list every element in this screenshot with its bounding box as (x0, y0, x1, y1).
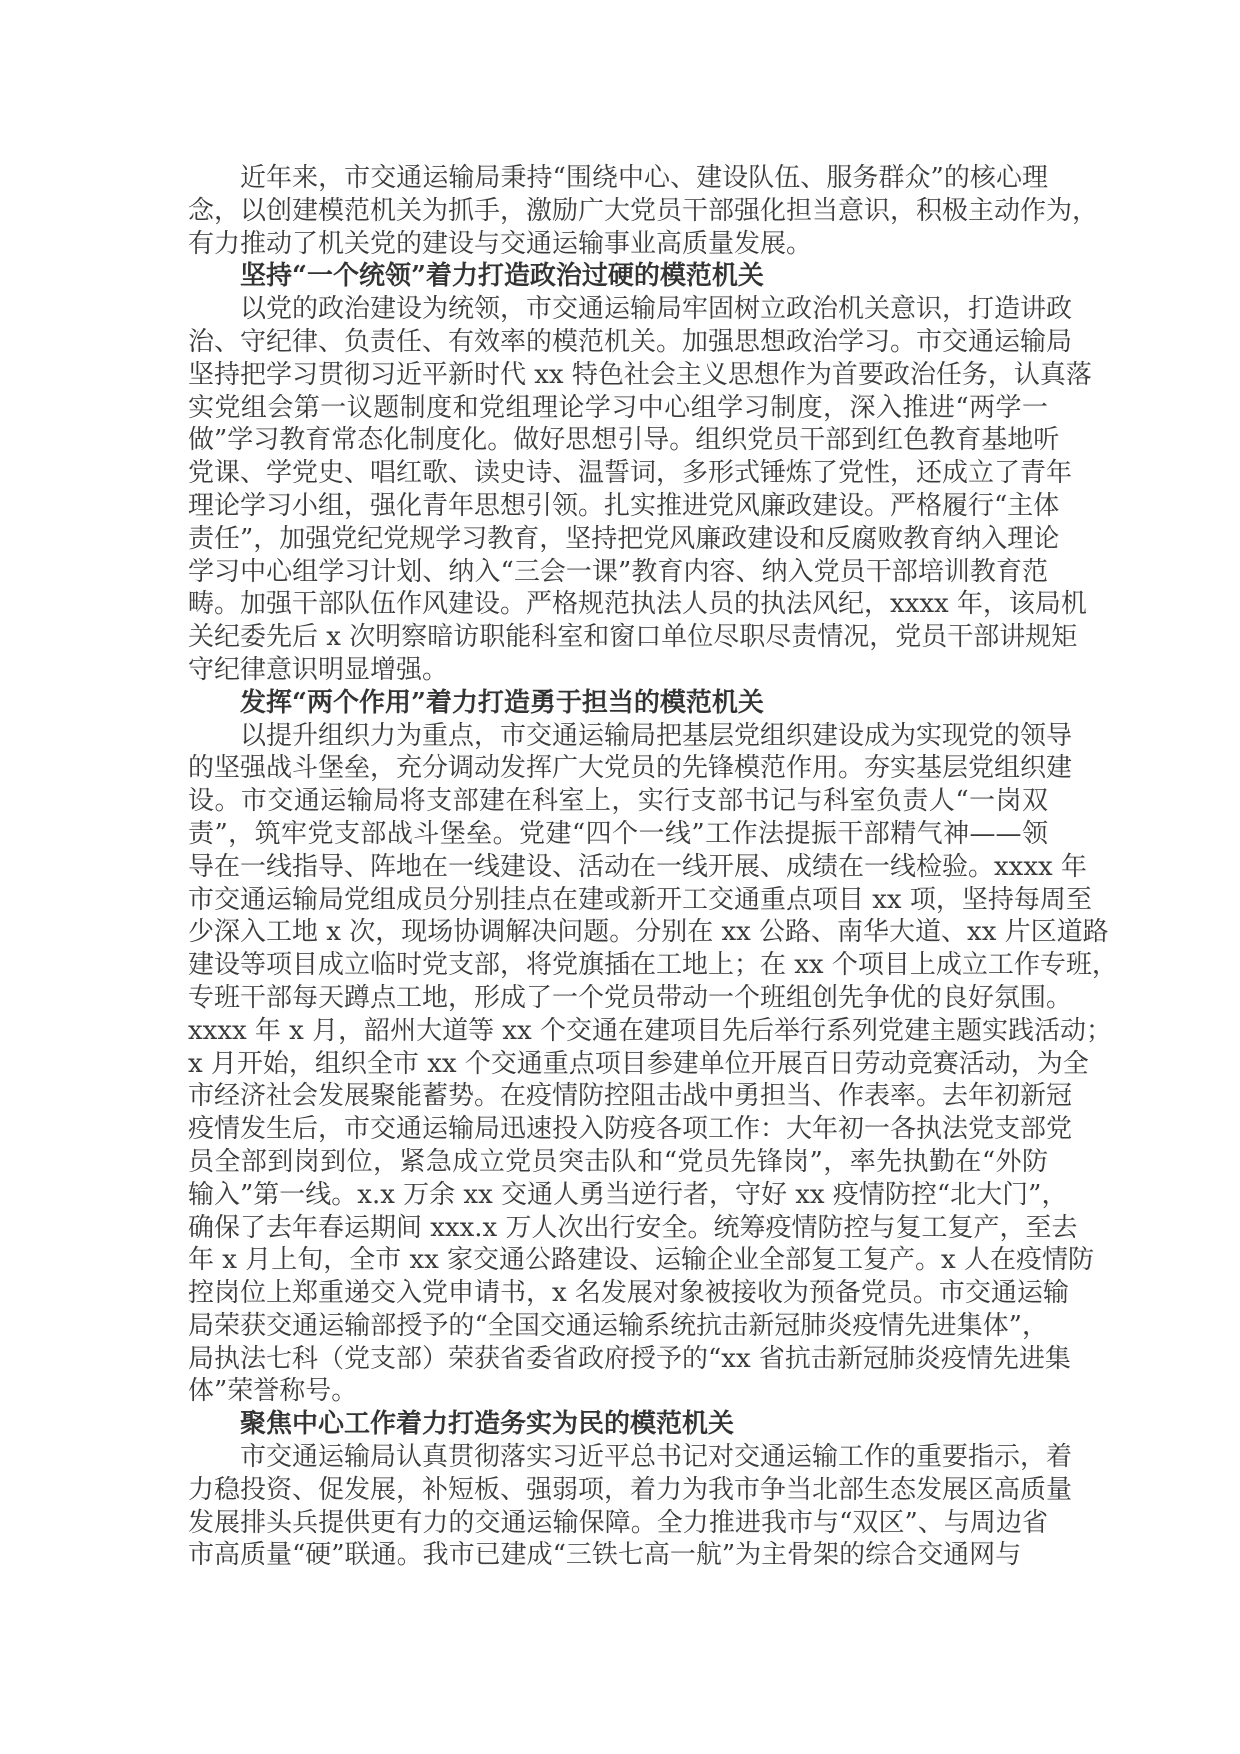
text-line: 市交通运输局党组成员分别挂点在建或新开工交通重点项目 xx 项，坚持每周至 (188, 884, 1092, 915)
section-heading (188, 260, 1048, 293)
text-line: 局荣获交通运输部授予的“全国交通运输系统抗击新冠肺炎疫情先进集体”， (188, 1310, 1048, 1341)
text-line: 责任”，加强党纪党规学习教育，坚持把党风廉政建设和反腐败教育纳入理论 (188, 523, 1060, 554)
text-line: 学习中心组学习计划、纳入“三会一课”教育内容、纳入党员干部培训教育范 (188, 556, 1048, 587)
text-line: 以提升组织力为重点，市交通运输局把基层党组织建设成为实现党的领导 (240, 720, 1073, 751)
text-line: 责”，筑牢党支部战斗堡垒。党建“四个一线”工作法提振干部精气神——领 (188, 818, 1048, 849)
text-line: 市交通运输局认真贯彻落实习近平总书记对交通运输工作的重要指示，着 (240, 1442, 1073, 1473)
text-line: 坚持“一个统领”着力打造政治过硬的模范机关 (240, 261, 764, 292)
text-line: 市高质量“硬”联通。我市已建成“三铁七高一航”为主骨架的综合交通网与 (188, 1540, 1022, 1571)
text-line: 聚焦中心工作着力打造务实为民的模范机关 (240, 1409, 735, 1440)
text-line: 专班干部每天蹲点工地，形成了一个党员带动一个班组创先争优的良好氛围。 (188, 982, 1073, 1013)
text-line: x 月开始，组织全市 xx 个交通重点项目参建单位开展百日劳动竞赛活动，为全 (188, 1048, 1089, 1079)
text-line: 输入”第一线。x.x 万余 xx 交通人勇当逆行者，守好 xx 疫情防控“北大门”， (188, 1179, 1068, 1210)
section-heading (188, 1408, 1048, 1441)
text-line: 治、守纪律、负责任、有效率的模范机关。加强思想政治学习。市交通运输局 (188, 326, 1073, 357)
text-line: 做”学习教育常态化制度化。做好思想引导。组织党员干部到红色教育基地听 (188, 425, 1060, 456)
text-line: 建设等项目成立临时党支部，将党旗插在工地上；在 xx 个项目上成立工作专班， (188, 950, 1118, 981)
text-line: 近年来，市交通运输局秉持“围绕中心、建设队伍、服务群众”的核心理 (240, 163, 1048, 193)
body-paragraph (188, 162, 1099, 260)
text-line: 发挥“两个作用”着力打造勇于担当的模范机关 (240, 687, 764, 718)
document-page (188, 162, 1118, 1572)
text-line: 导在一线指导、阵地在一线建设、活动在一线开展、成绩在一线检验。xxxx 年 (188, 851, 1087, 882)
text-line: 控岗位上郑重递交入党申请书，x 名发展对象被接收为预备党员。市交通运输 (188, 1278, 1069, 1309)
text-line: 关纪委先后 x 次明察暗访职能科室和窗口单位尽职尽责情况，党员干部讲规矩 (188, 622, 1078, 653)
text-line: 以党的政治建设为统领，市交通运输局牢固树立政治机关意识，打造讲政 (240, 294, 1073, 325)
text-line: 念，以创建模范机关为抓手，激励广大党员干部强化担当意识，积极主动作为， (188, 195, 1099, 226)
text-line: 设。市交通运输局将支部建在科室上，实行支部书记与科室负责人“一岗双 (188, 786, 1048, 817)
body-paragraph (188, 720, 1118, 1409)
text-line: 党课、学党史、唱红歌、读史诗、温誓词，多形式锤炼了党性，还成立了青年 (188, 458, 1073, 489)
section-heading (188, 687, 1048, 720)
text-line: 员全部到岗到位，紧急成立党员突击队和“党员先锋岗”，率先执勤在“外防 (188, 1146, 1048, 1177)
body-paragraph (188, 1441, 1073, 1572)
text-line: 疫情发生后，市交通运输局迅速投入防疫各项工作：大年初一各执法党支部党 (188, 1114, 1073, 1145)
text-line: 发展排头兵提供更有力的交通运输保障。全力推进我市与“双区”、与周边省 (188, 1507, 1048, 1538)
text-line: 局执法七科（党支部）荣获省委省政府授予的“xx 省抗击新冠肺炎疫情先进集 (188, 1343, 1071, 1374)
text-line: 体”荣誉称号。 (188, 1376, 358, 1407)
text-line: 确保了去年春运期间 xxx.x 万人次出行安全。统筹疫情防控与复工复产，至去 (188, 1212, 1078, 1243)
text-line: 市经济社会发展聚能蓄势。在疫情防控阻击战中勇担当、作表率。去年初新冠 (188, 1081, 1073, 1112)
text-line: 有力推动了机关党的建设与交通运输事业高质量发展。 (188, 228, 813, 259)
text-line: 坚持把学习贯彻习近平新时代 xx 特色社会主义思想作为首要政治任务，认真落 (188, 359, 1092, 390)
text-line: 力稳投资、促发展，补短板、强弱项，着力为我市争当北部生态发展区高质量 (188, 1474, 1073, 1505)
text-line: xxxx 年 x 月，韶州大道等 xx 个交通在建项目先后举行系列党建主题实践活动； (188, 1015, 1112, 1046)
text-line: 年 x 月上旬，全市 xx 家交通公路建设、运输企业全部复工复产。x 人在疫情防 (188, 1245, 1094, 1276)
text-line: 的坚强战斗堡垒，充分调动发挥广大党员的先锋模范作用。夯实基层党组织建 (188, 753, 1073, 784)
text-line: 实党组会第一议题制度和党组理论学习中心组学习制度，深入推进“两学一 (188, 392, 1048, 423)
text-line: 守纪律意识明显增强。 (188, 654, 449, 685)
text-line: 畴。加强干部队伍作风建设。严格规范执法人员的执法风纪，xxxx 年，该局机 (188, 589, 1087, 620)
body-paragraph (188, 293, 1092, 687)
text-line: 理论学习小组，强化青年思想引领。扎实推进党风廉政建设。严格履行“主体 (188, 490, 1060, 521)
text-line: 少深入工地 x 次，现场协调解决问题。分别在 xx 公路、南华大道、xx 片区道路 (188, 917, 1109, 948)
